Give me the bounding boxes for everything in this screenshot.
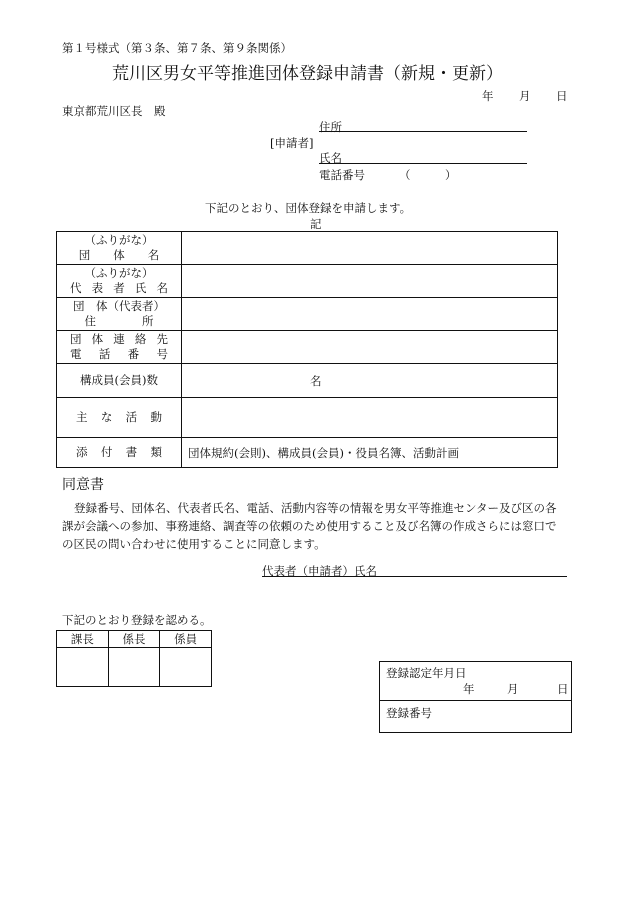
registration-box bbox=[379, 661, 572, 733]
signature-label: 代表者（申請者）氏名 bbox=[262, 564, 377, 578]
table-row bbox=[57, 232, 558, 265]
stamp-box-chief[interactable] bbox=[57, 648, 109, 687]
approval-col-chief: 課長 bbox=[57, 631, 109, 648]
row-label-activities: 主な活動 bbox=[57, 398, 182, 438]
row-label-contact: 団体連絡先 電話番号 bbox=[57, 331, 182, 364]
date-year: 年 bbox=[482, 89, 494, 103]
table-row bbox=[57, 438, 558, 468]
attachments-text: 団体規約(会則)、構成員(会員)・役員名簿、活動計画 bbox=[182, 438, 558, 468]
approval-table bbox=[56, 630, 212, 687]
address-field[interactable] bbox=[319, 131, 527, 132]
reg-number-label: 登録番号 bbox=[386, 706, 432, 720]
phone-field[interactable]: （ ） bbox=[399, 168, 457, 182]
name-label: 氏名 bbox=[319, 151, 342, 165]
member-unit: 名 bbox=[310, 373, 322, 388]
row-label-group-name: （ふりがな） 団 体 名 bbox=[57, 232, 182, 265]
group-name-field[interactable] bbox=[182, 232, 558, 265]
approval-text: 下記のとおり登録を認める。 bbox=[62, 613, 212, 627]
row-label-attachments: 添付書類 bbox=[57, 438, 182, 468]
stamp-box-staff[interactable] bbox=[160, 648, 212, 687]
row-label-representative: （ふりがな） 代表者氏名 bbox=[57, 265, 182, 298]
reg-date-label: 登録認定年月日 bbox=[386, 666, 467, 680]
intro-text: 下記のとおり、団体登録を申請します。 bbox=[205, 201, 412, 215]
application-table bbox=[56, 231, 558, 468]
consent-heading: 同意書 bbox=[62, 477, 104, 493]
table-row bbox=[57, 331, 558, 364]
table-row bbox=[57, 265, 558, 298]
activities-field[interactable] bbox=[182, 398, 558, 438]
date-month: 月 bbox=[519, 89, 531, 103]
applicant-label: [申請者] bbox=[270, 136, 314, 150]
phone-label: 電話番号 bbox=[319, 168, 365, 182]
row-label-members: 構成員(会員)数 bbox=[57, 364, 182, 398]
address-table-field[interactable] bbox=[182, 298, 558, 331]
table-row bbox=[57, 398, 558, 438]
member-count-field[interactable] bbox=[182, 364, 558, 398]
addressee: 東京都荒川区長 殿 bbox=[62, 104, 166, 118]
reg-divider bbox=[380, 700, 571, 701]
representative-field[interactable] bbox=[182, 265, 558, 298]
row-label-address: 団 体（代表者） 住 所 bbox=[57, 298, 182, 331]
address-label: 住所 bbox=[319, 120, 342, 134]
table-row bbox=[57, 298, 558, 331]
date-day: 日 bbox=[556, 89, 568, 103]
reg-date-month: 月 bbox=[507, 682, 519, 696]
consent-body: 登録番号、団体名、代表者氏名、電話、活動内容等の情報を男女平等推進センター及び区の各課が会議への参加、事務連絡、調査等の依頼のため使用すること及び名簿の作成さらには窓口での区民の問い合わせに使用することに同意します。 bbox=[62, 501, 557, 551]
approval-col-staff: 係員 bbox=[160, 631, 212, 648]
stamp-box-subchief[interactable] bbox=[108, 648, 160, 687]
page-title: 荒川区男女平等推進団体登録申請書（新規・更新） bbox=[112, 64, 503, 84]
table-row bbox=[57, 364, 558, 398]
ki-mark: 記 bbox=[310, 217, 322, 231]
form-number: 第１号様式（第３条、第７条、第９条関係） bbox=[62, 41, 292, 55]
approval-stamp-row bbox=[57, 648, 212, 687]
reg-date-year: 年 bbox=[463, 682, 475, 696]
approval-header-row bbox=[57, 631, 212, 648]
reg-date-day: 日 bbox=[557, 682, 569, 696]
signature-field[interactable] bbox=[262, 576, 567, 577]
contact-phone-field[interactable] bbox=[182, 331, 558, 364]
approval-col-subchief: 係長 bbox=[108, 631, 160, 648]
name-field[interactable] bbox=[319, 163, 527, 164]
